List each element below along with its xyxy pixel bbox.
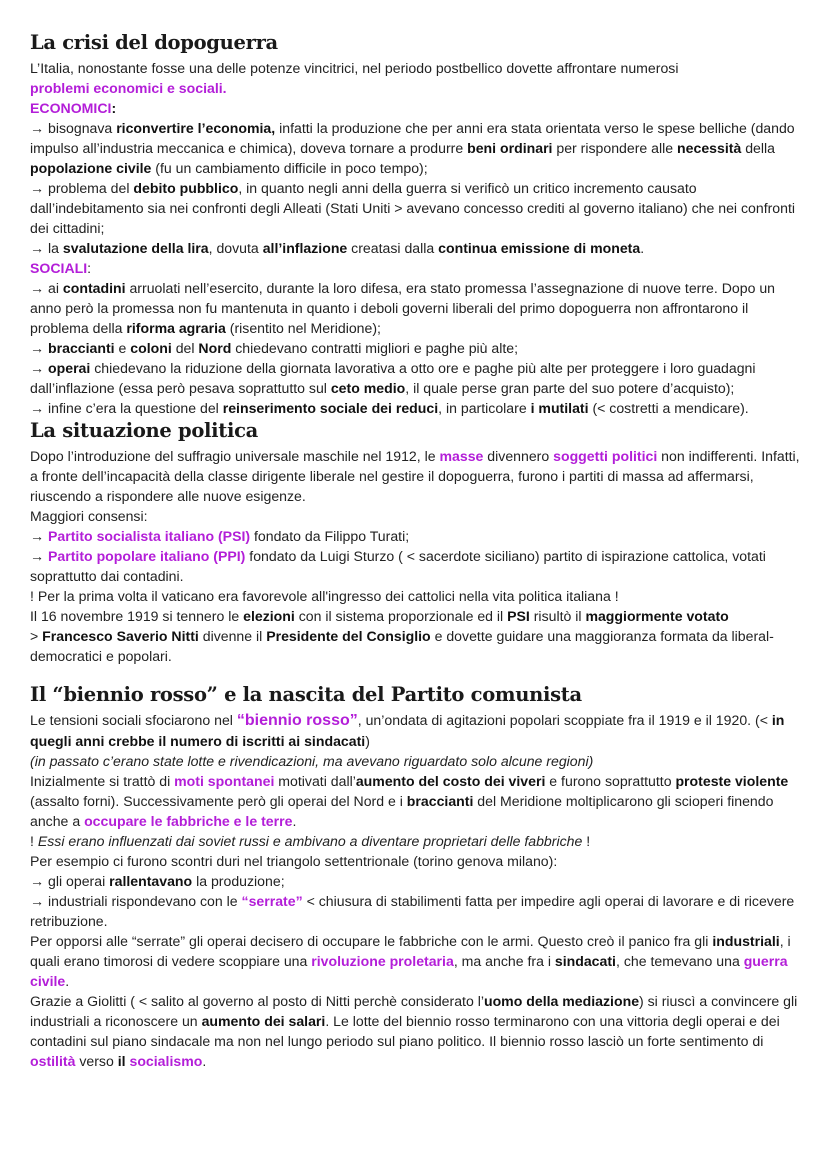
text-run: divenne il [198,628,267,644]
bold-text: all’inflazione [262,240,348,256]
text-run: , i quali erano timorosi di vedere scoppiare una [30,933,791,969]
section-crisi-dopoguerra [30,30,802,418]
highlight-text: masse [439,448,484,464]
paragraph-line [30,78,802,98]
text-run: , che temevano una [615,953,744,969]
bold-text: operai [48,360,91,376]
text-run: ! Per la prima volta il vaticano era favorevole all'ingresso dei cattolici nella vita politica italiana ! [30,588,619,604]
highlight-text: rivoluzione proletaria [311,953,454,969]
text-run: . [65,973,70,989]
text-run: Per esempio ci furono scontri duri nel triangolo settentrionale (torino genova milano): [30,853,558,869]
text-run: . [640,240,645,256]
text-run: Dopo l’introduzione del suffragio universale maschile nel 1912, le [30,448,440,464]
paragraph-line [30,991,802,1071]
text-run: ! [30,833,38,849]
highlight-text: problemi economici e sociali. [30,80,227,96]
section-body [30,710,802,1071]
text-run: → gli operai [30,873,110,889]
bold-text: braccianti [48,340,115,356]
text-run: → industriali rispondevano con le [30,893,242,909]
paragraph-line [30,751,802,771]
bold-text: Nord [198,340,232,356]
paragraph-line [30,626,802,666]
bold-text: popolazione civile [30,160,152,176]
text-run: divennero [483,448,554,464]
text-run: fondato da Filippo Turati; [250,528,410,544]
bold-text: i mutilati [530,400,589,416]
paragraph-line [30,278,802,338]
paragraph-line [30,851,802,871]
text-run: → la [30,240,63,256]
text-run: risultò il [529,608,586,624]
section-title: La situazione politica [30,419,258,442]
bold-text: braccianti [406,793,474,809]
text-run: → ai [30,280,63,296]
italic-text: Essi erano influenzati dai soviet russi e ambivano a diventare proprietari delle fabbriche [37,833,583,849]
text-run: verso [75,1053,118,1069]
paragraph-line [30,118,802,178]
text-run: infatti la produzione che per anni era stata orientata verso le spese belliche (dando impulso all’industria meccanica e chimica), doveva tornare a produrre [30,120,795,156]
bold-text: riforma agraria [126,320,226,336]
bold-text: rallentavano [109,873,193,889]
paragraph-line [30,358,802,398]
paragraph-line [30,526,802,546]
bold-text: uomo della mediazione [483,993,640,1009]
text-run: L’Italia, nonostante fosse una delle potenze vincitrici, nel periodo postbellico dovette affrontare numerosi [30,60,679,76]
text-run: → [30,548,49,564]
bold-text: beni ordinari [467,140,553,156]
paragraph-line [30,258,802,278]
paragraph-line [30,891,802,931]
text-run: , ma anche fra i [453,953,555,969]
text-run: → bisognava [30,120,117,136]
paragraph-line [30,178,802,238]
text-run: → [30,528,49,544]
bold-text: Francesco Saverio Nitti [42,628,199,644]
text-run: della [741,140,775,156]
highlight-text: “serrate” [241,893,303,909]
highlight-text: ostilità [30,1053,76,1069]
section-title: Il “biennio rosso” e la nascita del Partito comunista [30,683,582,706]
paragraph-line [30,238,802,258]
paragraph-line [30,58,802,78]
text-run: Maggiori consensi: [30,508,148,524]
text-run: e [114,340,131,356]
text-run: non indifferenti. Infatti, a fronte dell’incapacità della classe dirigente liberale nel gestire il dopoguerra, furono i partiti di massa ad affermarsi, riuscendo a rispondere alle nuove esigenze. [30,448,800,504]
paragraph-line [30,771,802,831]
paragraph-line [30,338,802,358]
highlight-text: soggetti politici [553,448,658,464]
section-body [30,446,802,666]
text-run: ! [582,833,591,849]
text-run: < chiusura di stabilimenti fatta per impedire agli operai di lavorare e di ricevere retribuzione. [30,893,795,929]
text-run: con il sistema proporzionale ed il [294,608,508,624]
text-run: Le tensioni sociali sfociarono nel [30,712,237,728]
text-run: Grazie a Giolitti ( < salito al governo al posto di Nitti perchè considerato l’ [30,993,484,1009]
bold-text: in quegli anni crebbe il numero di iscritti ai sindacati [30,712,785,749]
text-run: fondato da Luigi Sturzo ( < sacerdote siciliano) partito di ispirazione cattolica, votati soprattutto dai contadini. [30,548,766,584]
text-run: > [30,628,43,644]
text-run: creatasi dalla [347,240,439,256]
highlight-text: SOCIALI [30,260,88,276]
bold-text: sindacati [554,953,616,969]
text-run: , dovuta [208,240,263,256]
bold-text: debito pubblico [133,180,239,196]
highlight-text: Partito popolare italiano (PPI) [48,548,246,564]
section-situazione-politica [30,418,802,666]
text-run: arruolati nell’esercito, durante la loro difesa, era stato promessa l’assegnazione di nuove terre. Dopo un anno però la promessa non fu mantenuta in quanto i deboli governi liberali del primo dopoguerra non affrontarono il problema della [30,280,776,336]
text-run: Inizialmente si trattò di [30,773,175,789]
text-run: chiedevano la riduzione della giornata lavorativa a otto ore e paghe più alte per proteggere i loro guadagni dall’inflazione (essa però pesava soprattutto sul [30,360,756,396]
section-biennio-rosso [30,682,802,1071]
text-run: → infine c’era la questione del [30,400,223,416]
bold-text: coloni [130,340,172,356]
paragraph-line [30,546,802,586]
highlight-text: moti spontanei [174,773,275,789]
text-run: chiedevano contratti migliori e paghe più alte; [231,340,519,356]
paragraph-line [30,831,802,851]
bold-text: maggiormente votato [585,608,729,624]
text-run: (risentito nel Meridione); [225,320,381,336]
text-run: , un’ondata di agitazioni popolari scoppiate fra il 1919 e il 1920. (< [357,712,772,728]
text-run: , il quale perse gran parte del suo potere d’acquisto); [405,380,735,396]
paragraph-line [30,931,802,991]
bold-text: Presidente del Consiglio [266,628,431,644]
bold-text: continua emissione di moneta [438,240,641,256]
text-run: motivati dall’ [274,773,356,789]
text-run: Il 16 novembre 1919 si tennero le [30,608,244,624]
paragraph-line [30,606,802,626]
bold-text: reinserimento sociale dei reduci [222,400,439,416]
text-run: → [30,340,49,356]
text-run: per rispondere alle [552,140,678,156]
highlight-text: ECONOMICI [30,100,112,116]
text-run: . [292,813,297,829]
text-run: , in particolare [438,400,531,416]
paragraph-line [30,506,802,526]
bold-text: proteste violente [675,773,789,789]
text-run: ) [365,733,370,749]
paragraph-line [30,586,802,606]
bold-text: ceto medio [330,380,406,396]
bold-text: il [117,1053,126,1069]
text-run: del Meridione moltiplicarono gli scioperi finendo anche a [30,793,774,829]
highlight-text: socialismo [129,1053,203,1069]
bold-text: riconvertire l’economia, [116,120,276,136]
text-run: . Le lotte del biennio rosso terminarono con una vittoria degli operai e dei contadini sul piano sindacale ma non nel lungo periodo sul piano politico. Il biennio rosso lasciò un forte sentimento di [30,1013,780,1049]
highlight-text: occupare le fabbriche e le terre [84,813,293,829]
text-run: → problema del [30,180,134,196]
text-run: → [30,360,49,376]
bold-text: svalutazione della lira [62,240,209,256]
bold-text: elezioni [243,608,295,624]
italic-text: (in passato c’erano state lotte e rivendicazioni, ma avevano riguardato solo alcune regioni) [30,753,594,769]
highlight-text: guerra civile [30,953,788,989]
paragraph-line [30,398,802,418]
text-run: . [202,1053,207,1069]
text-run: ) si riuscì a convincere gli industriali a riconoscere un [30,993,798,1029]
paragraph-line [30,98,802,118]
text-run: : [87,260,92,276]
text-run: (fu un cambiamento difficile in poco tempo); [151,160,428,176]
text-run: del [171,340,199,356]
text-run: e dovette guidare una maggioranza formata da liberal-democratici e popolari. [30,628,774,664]
section-body [30,58,802,418]
text-run: , in quanto negli anni della guerra si verificò un critico incremento causato dall’indebitamento sia nei confronti degli Alleati (Stati Uniti > avevano concesso crediti al governo italiano) che nei confronti dei cittadini; [30,180,796,236]
text-run: (assalto forni). Successivamente però gli operai del Nord e i [30,793,407,809]
paragraph-line [30,871,802,891]
bold-text: aumento del costo dei viveri [355,773,546,789]
paragraph-line [30,710,802,751]
bold-text: contadini [62,280,126,296]
section-title: La crisi del dopoguerra [30,31,278,54]
text-run: (< costretti a mendicare). [588,400,749,416]
bold-text: : [111,100,117,116]
document-page [30,30,802,1071]
text-run: e furono soprattutto [545,773,676,789]
bold-text: necessità [677,140,742,156]
bold-text: PSI [507,608,530,624]
text-run: la produzione; [192,873,285,889]
bold-text: industriali [712,933,780,949]
highlight-text: “biennio rosso” [236,712,358,729]
paragraph-line [30,446,802,506]
bold-text: aumento dei salari [201,1013,326,1029]
text-run: Per opporsi alle “serrate” gli operai decisero di occupare le fabbriche con le armi. Questo creò il panico fra gli [30,933,713,949]
highlight-text: Partito socialista italiano (PSI) [48,528,251,544]
